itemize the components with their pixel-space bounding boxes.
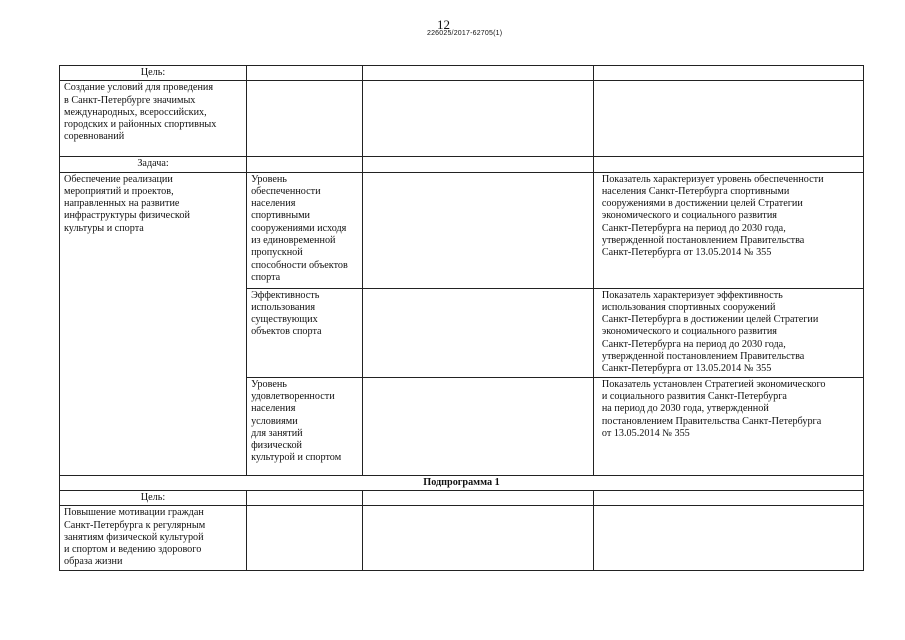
- table-row: [60, 506, 864, 570]
- goal-label-cell: Цель:: [60, 490, 247, 505]
- goal-text-cell: Создание условий для проведения в Санкт-Петербурге значимых международных, всероссийских, городских и районных спортивных соревнований: [60, 81, 247, 157]
- task-label-cell: Задача:: [60, 157, 247, 172]
- indicator-note-cell: Показатель характеризует уровень обеспеченности населения Санкт-Петербурга спортивными сооружениями в достижении целей Стратегии экономического и социального развития Санкт-Петербурга на период до 2030 года, утвержденной постановлением Правительства Санкт-Петербурга от 13.05.2014 № 355: [593, 172, 863, 288]
- indicator-note-cell: Показатель установлен Стратегией экономического и социального развития Санкт-Петербурга на период до 2030 года, утвержденной постановлением Правительства Санкт-Петербурга от 13.05.2014 № 355: [593, 377, 863, 475]
- table-row: [60, 66, 864, 81]
- indicator-table: [59, 65, 864, 571]
- indicator-name-cell: Уровень удовлетворенности населения условиями для занятий физической культурой и спортом: [247, 377, 363, 475]
- table-row: [60, 81, 864, 157]
- indicator-name-cell: Уровень обеспеченности населения спортивными сооружениями исходя из единовременной пропускной способности объектов спорта: [247, 172, 363, 288]
- indicator-note-cell: Показатель характеризует эффективность использования спортивных сооружений Санкт-Петербурга в достижении целей Стратегии экономического и социального развития Санкт-Петербурга на период до 2030 года, утвержденной постановлением Правительства Санкт-Петербурга от 13.05.2014 № 355: [593, 288, 863, 377]
- goal-text-cell: Повышение мотивации граждан Санкт-Петербурга к регулярным занятиям физической культурой и спортом и ведению здорового образа жизни: [60, 506, 247, 570]
- table-row: [60, 490, 864, 505]
- document-code: 226025/2017-62705(1): [427, 30, 503, 37]
- task-text-cell: Обеспечение реализации мероприятий и проектов, направленных на развитие инфраструктуры физической культуры и спорта: [60, 172, 247, 475]
- page-number: 12: [437, 17, 450, 32]
- table-row: [60, 157, 864, 172]
- goal-label-cell: Цель:: [60, 66, 247, 81]
- table-row: [60, 172, 864, 288]
- subprogram-title-cell: Подпрограмма 1: [60, 475, 864, 490]
- indicator-name-cell: Эффективность использования существующих объектов спорта: [247, 288, 363, 377]
- table-row: [60, 475, 864, 490]
